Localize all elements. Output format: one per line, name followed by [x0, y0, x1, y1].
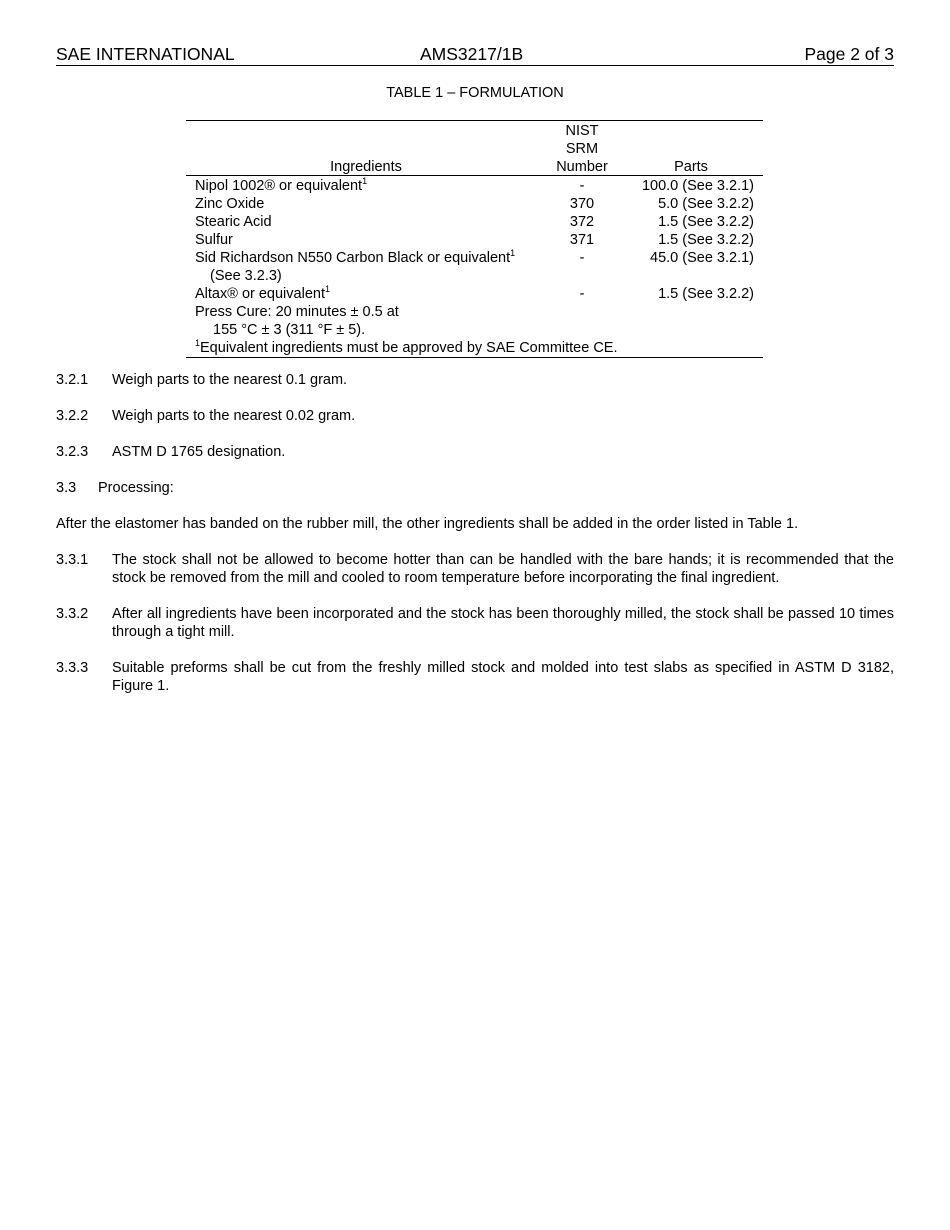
section-text: The stock shall not be allowed to become hotter than can be handled with the bare hands; it is recommended that the stock be removed from the mill and cooled to room temperature before incorporating the final ingredient. [112, 552, 894, 586]
srm-number: - [579, 286, 585, 302]
table-row [186, 231, 763, 249]
srm-number: - [579, 250, 585, 266]
section-number: 3.3.2 [56, 606, 89, 622]
section-text: Weigh parts to the nearest 0.1 gram. [112, 372, 348, 388]
formulation-table [186, 120, 763, 358]
parts-value: 1.5 (See 3.2.2) [658, 232, 754, 248]
header-nist-line: Number [556, 159, 608, 175]
table-body [186, 176, 763, 357]
ingredient-name: Stearic Acid [195, 214, 272, 230]
section-text: Weigh parts to the nearest 0.02 gram. [112, 408, 356, 424]
ingredient-name: Zinc Oxide [195, 196, 265, 212]
table-footnote [186, 339, 763, 357]
footnote-marker: 1 [510, 248, 516, 258]
parts-value: 1.5 (See 3.2.2) [658, 214, 754, 230]
press-cure-line2: 155 °C ± 3 (311 °F ± 5). [213, 322, 366, 338]
section-3-3-1 [0, 551, 950, 587]
srm-number: 370 [569, 196, 595, 212]
parts-value: 100.0 (See 3.2.1) [641, 178, 754, 194]
header-nist-line: NIST [565, 123, 599, 139]
srm-number: - [579, 178, 585, 194]
section-number: 3.2.3 [56, 444, 89, 460]
header-page-number: Page 2 of 3 [804, 44, 894, 64]
footnote-marker: 1 [362, 176, 368, 186]
section-number: 3.3.3 [56, 660, 89, 676]
section-number: 3.3 [56, 480, 77, 496]
parts-value: 45.0 (See 3.2.1) [650, 250, 754, 266]
table-row [186, 177, 763, 195]
section-3-3-2 [0, 605, 950, 641]
table-row [186, 195, 763, 213]
ingredient-subnote: (See 3.2.3) [210, 268, 282, 284]
table-header [186, 121, 763, 176]
processing-intro: After the elastomer has banded on the rubber mill, the other ingredients shall be added in the order listed in Table 1. [56, 516, 799, 532]
ingredient-name: Sid Richardson N550 Carbon Black or equivalent$^1$ (See 3.2.3) [195, 248, 516, 284]
press-cure-note [186, 303, 763, 339]
header-nist-srm-number [542, 122, 622, 176]
section-text: After all ingredients have been incorporated and the stock has been thoroughly milled, the stock shall be passed 10 times through a tight mill. [112, 606, 894, 640]
ingredient-name: Sulfur [195, 232, 233, 248]
section-heading: Processing: [98, 480, 174, 496]
press-cure-line1: Press Cure: 20 minutes ± 0.5 at [195, 304, 399, 320]
footnote-mark: 1 [195, 338, 201, 348]
table-row [186, 213, 763, 231]
parts-value: 5.0 (See 3.2.2) [658, 196, 754, 212]
footnote-text: Equivalent ingredients must be approved by SAE Committee CE. [200, 340, 618, 356]
table-row [186, 285, 763, 303]
srm-number: 372 [569, 214, 595, 230]
section-3-3-3 [0, 659, 950, 695]
header-parts: Parts [674, 159, 708, 175]
section-text: ASTM D 1765 designation. [112, 444, 286, 460]
section-number: 3.2.1 [56, 372, 89, 388]
srm-number: 371 [569, 232, 595, 248]
header-nist-line: SRM [565, 141, 599, 157]
ingredient-name: Altax® or equivalent$^1$ [195, 284, 330, 302]
section-text: Suitable preforms shall be cut from the freshly milled stock and molded into test slabs as specified in ASTM D 3182, Figure 1. [112, 660, 894, 694]
page-header [56, 44, 894, 66]
header-organization: SAE INTERNATIONAL [56, 44, 235, 64]
table-row [186, 249, 763, 285]
ingredient-name: Nipol 1002® or equivalent$^1$ [195, 176, 368, 194]
section-number: 3.3.1 [56, 552, 89, 568]
section-number: 3.2.2 [56, 408, 89, 424]
footnote-marker: 1 [324, 284, 330, 294]
header-ingredients: Ingredients [330, 159, 402, 175]
table-title: TABLE 1 – FORMULATION [386, 85, 564, 101]
header-document-number: AMS3217/1B [420, 44, 524, 64]
parts-value: 1.5 (See 3.2.2) [658, 286, 754, 302]
